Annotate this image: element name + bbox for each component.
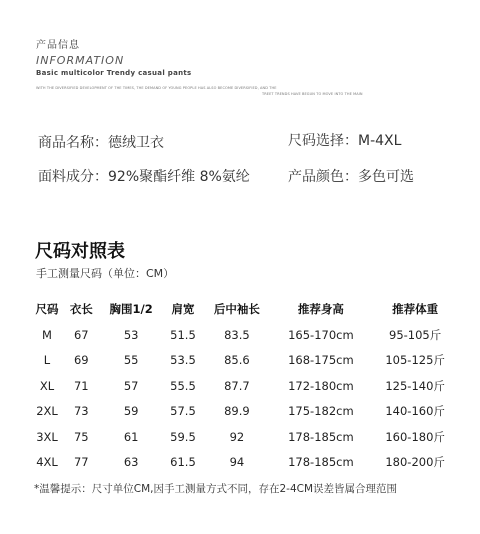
- color-row: [288, 166, 414, 186]
- cell-height: 172-180cm: [288, 378, 354, 393]
- cell-shoulder: 57.5: [170, 404, 196, 419]
- table-header-row: [30, 296, 460, 322]
- size-chart-subtitle: 手工测量尺码（单位：CM）: [36, 267, 175, 280]
- cell-chest: 59: [123, 404, 139, 419]
- size-option-label: 尺码选择：: [288, 133, 358, 149]
- cell-shoulder: 51.5: [170, 327, 196, 342]
- material-row: [38, 166, 250, 186]
- size-option-value: M-4XL: [358, 133, 402, 149]
- cell-height: 178-185cm: [288, 429, 354, 444]
- cell-size: 3XL: [36, 429, 58, 444]
- cell-chest: 53: [123, 327, 139, 342]
- cell-size: L: [43, 353, 51, 368]
- cell-length: 77: [73, 455, 89, 470]
- measurement-note: *温馨提示：尺寸单位CM,因手工测量方式不同，存在2-4CM误差皆属合理范围: [34, 483, 398, 495]
- product-name-value: 德绒卫衣: [108, 135, 164, 151]
- header-height: 推荐身高: [297, 302, 344, 316]
- material-value: 92%聚酯纤维 8%氨纶: [108, 169, 250, 185]
- table-row: [30, 348, 460, 374]
- product-name-label: 商品名称：: [38, 135, 108, 151]
- cell-sleeve: 83.5: [224, 327, 250, 342]
- cell-weight: 180-200斤: [385, 455, 445, 470]
- header-length: 衣长: [69, 302, 93, 316]
- cell-sleeve: 92: [229, 429, 245, 444]
- header-weight: 推荐体重: [392, 302, 439, 316]
- material-label: 面料成分：: [38, 169, 108, 185]
- header-fine-print-2: TREET TRENDS HAVE BEGUN TO MOVE INTO THE MAIN: [262, 92, 363, 96]
- size-option-row: [288, 130, 401, 150]
- table-row: [30, 450, 460, 476]
- size-chart-table: [30, 296, 460, 475]
- cell-length: 75: [73, 429, 89, 444]
- header-title-en: INFORMATION: [36, 54, 125, 67]
- cell-chest: 61: [123, 429, 139, 444]
- cell-height: 178-185cm: [288, 455, 354, 470]
- table-row: [30, 373, 460, 399]
- cell-sleeve: 94: [229, 455, 245, 470]
- header-title-cn: 产品信息: [36, 40, 80, 51]
- cell-height: 175-182cm: [288, 404, 354, 419]
- cell-size: XL: [39, 378, 55, 393]
- cell-size: 4XL: [36, 455, 58, 470]
- table-row: [30, 399, 460, 425]
- cell-height: 168-175cm: [288, 353, 354, 368]
- table-row: [30, 424, 460, 450]
- header-chest: 胸围1/2: [109, 302, 153, 316]
- color-value: 多色可选: [358, 169, 414, 185]
- cell-length: 73: [73, 404, 89, 419]
- cell-weight: 160-180斤: [385, 429, 445, 444]
- color-label: 产品颜色：: [288, 169, 358, 185]
- header-subtitle: Basic multicolor Trendy casual pants: [36, 69, 192, 77]
- cell-sleeve: 87.7: [224, 378, 250, 393]
- cell-shoulder: 53.5: [170, 353, 196, 368]
- cell-sleeve: 85.6: [224, 353, 250, 368]
- header-size: 尺码: [35, 302, 59, 316]
- cell-length: 71: [73, 378, 89, 393]
- cell-length: 67: [73, 327, 89, 342]
- cell-weight: 125-140斤: [385, 378, 445, 393]
- product-name-row: [38, 132, 164, 152]
- table-row: [30, 322, 460, 348]
- cell-weight: 95-105斤: [389, 327, 442, 342]
- cell-chest: 55: [123, 353, 139, 368]
- cell-size: M: [42, 327, 52, 342]
- cell-weight: 140-160斤: [385, 404, 445, 419]
- cell-weight: 105-125斤: [385, 353, 445, 368]
- cell-shoulder: 59.5: [170, 429, 196, 444]
- cell-sleeve: 89.9: [224, 404, 250, 419]
- cell-length: 69: [73, 353, 89, 368]
- info-header: [36, 36, 192, 77]
- cell-shoulder: 61.5: [170, 455, 196, 470]
- header-sleeve: 后中袖长: [213, 302, 260, 316]
- cell-chest: 57: [123, 378, 139, 393]
- size-chart-title: 尺码对照表: [35, 241, 125, 262]
- header-shoulder: 肩宽: [171, 302, 195, 316]
- cell-size: 2XL: [36, 404, 58, 419]
- cell-shoulder: 55.5: [170, 378, 196, 393]
- cell-height: 165-170cm: [288, 327, 354, 342]
- header-fine-print-1: WITH THE DIVERSIFIED DEVELOPMENT OF THE TIMES, THE DEMAND OF YOUNG PEOPLE HAS ALSO BECOME DIVERSIFIED, AND THE: [36, 86, 277, 90]
- cell-chest: 63: [123, 455, 139, 470]
